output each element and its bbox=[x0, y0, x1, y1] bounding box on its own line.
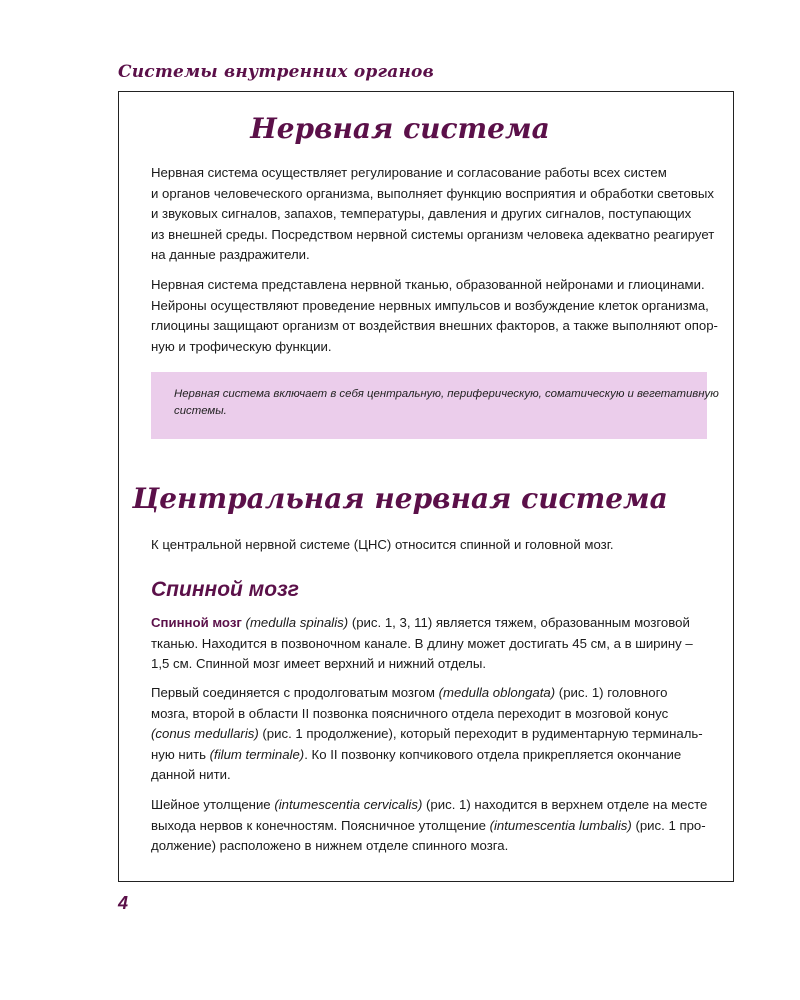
text-span: Шейное утолщение bbox=[151, 797, 275, 812]
paragraph-intro bbox=[151, 163, 715, 266]
note-line: системы. bbox=[174, 405, 227, 417]
paragraph-tissue bbox=[151, 275, 718, 357]
text-line: данной нити. bbox=[151, 767, 231, 782]
text-line: Нервная система представлена нервной тканью, образованной нейронами и глиоцинами. bbox=[151, 277, 705, 292]
text-span: выхода нервов к конечностям. Поясничное утолщение bbox=[151, 817, 490, 833]
text-span: ную нить bbox=[151, 746, 210, 762]
text-line bbox=[151, 613, 711, 634]
text-line: должение) расположено в нижнем отделе спинного мозга. bbox=[151, 838, 509, 853]
text-span: (рис. 1 про- bbox=[631, 817, 706, 833]
text-span: (рис. 1) находится в верхнем отделе на месте bbox=[422, 797, 708, 812]
latin-term: (medulla spinalis) bbox=[245, 615, 349, 630]
text-line: Нервная система осуществляет регулирование и согласование работы всех систем bbox=[151, 165, 667, 180]
note-line: Нервная система включает в себя центральную, периферическую, соматическую и вегетативную bbox=[174, 388, 719, 400]
text-line: глиоцины защищают организм от воздействия внешних факторов, а также выполняют опор- bbox=[151, 318, 718, 333]
note-text bbox=[174, 386, 719, 420]
text-span: (рис. 1 продолжение), который переходит в рудиментарную терминаль- bbox=[258, 726, 703, 741]
section-title-nervous-system: Нервная система bbox=[250, 112, 550, 145]
text-line bbox=[151, 795, 711, 816]
text-line: ную и трофическую функции. bbox=[151, 338, 332, 354]
text-line: на данные раздражители. bbox=[151, 247, 310, 262]
text-line bbox=[151, 745, 711, 766]
paragraph-cns-intro bbox=[151, 535, 711, 556]
latin-term: (intumescentia cervicalis) bbox=[274, 797, 423, 812]
text-line: тканью. Находится в позвоночном канале. В длину может достигать 45 см, а в ширину – bbox=[151, 635, 693, 651]
text-line bbox=[151, 724, 711, 745]
section-title-cns: Центральная нервная система bbox=[132, 482, 668, 515]
paragraph-spinal-cord bbox=[151, 613, 711, 675]
subsection-title-spinal-cord: Спинной мозг bbox=[151, 578, 299, 601]
text-line bbox=[151, 683, 711, 704]
text-line: мозга, второй в области II позвонка поясничного отдела переходит в мозговой конус bbox=[151, 705, 669, 721]
text-line: Нейроны осуществляют проведение нервных импульсов и возбуждение клеток организма, bbox=[151, 297, 709, 313]
page-number: 4 bbox=[118, 893, 129, 913]
paragraph-enlargements bbox=[151, 795, 711, 857]
text-line: и органов человеческого организма, выполняет функцию восприятия и обработки световых bbox=[151, 185, 714, 201]
text-line bbox=[151, 816, 711, 837]
text-line: из внешней среды. Посредством нервной системы организм человека адекватно реагирует bbox=[151, 226, 715, 242]
latin-term: (filum terminale) bbox=[209, 746, 305, 762]
latin-term: (conus medullaris) bbox=[151, 726, 259, 741]
text-line: и звуковых сигналов, запахов, температуры, давления и других сигналов, поступающих bbox=[151, 206, 692, 221]
text-line: 1,5 см. Спинной мозг имеет верхний и нижний отделы. bbox=[151, 656, 486, 671]
running-head: Системы внутренних органов bbox=[118, 62, 434, 82]
text-span: Первый соединяется с продолговатым мозгом bbox=[151, 685, 439, 700]
note-box bbox=[151, 372, 719, 439]
text-span: . Ко II позвонку копчикового отдела прикрепляется окончание bbox=[304, 746, 682, 762]
latin-term: (medulla oblongata) bbox=[438, 685, 556, 700]
text-line: К центральной нервной системе (ЦНС) относится спинной и головной мозг. bbox=[151, 537, 614, 552]
latin-term: (intumescentia lumbalis) bbox=[489, 817, 632, 833]
term-spinal-cord: Спинной мозг bbox=[151, 615, 242, 630]
paragraph-spinal-parts bbox=[151, 683, 711, 786]
text-span: (рис. 1) головного bbox=[555, 685, 668, 700]
text-span: (рис. 1, 3, 11) является тяжем, образованным мозговой bbox=[348, 615, 690, 630]
